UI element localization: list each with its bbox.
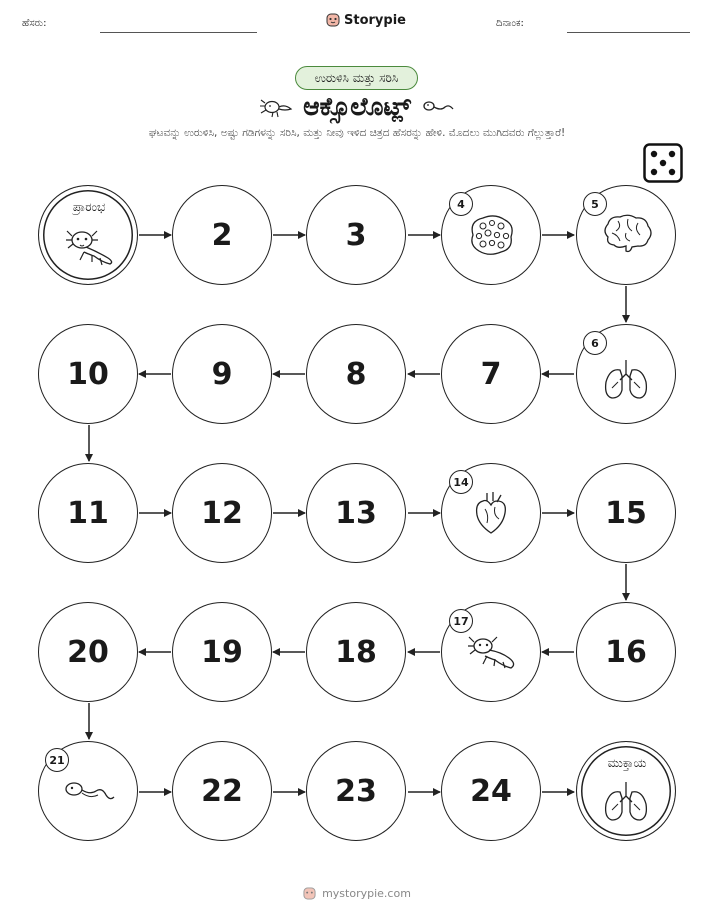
board-space-23[interactable] (306, 741, 406, 841)
space-number: 18 (335, 634, 377, 670)
page-title: ಆಕ್ಸೊಲೊಟ್ಲ್ (303, 92, 411, 121)
board-space-12[interactable] (172, 463, 272, 563)
board-space-2[interactable] (172, 185, 272, 285)
board-space-24[interactable] (441, 741, 541, 841)
space-number: 8 (345, 356, 367, 392)
space-number: 22 (201, 773, 243, 809)
board-space-18[interactable] (306, 602, 406, 702)
space-number: 2 (211, 217, 233, 253)
finish-label: ಮುಕ್ತಾಯ (607, 756, 647, 770)
footer (0, 886, 714, 901)
game-type-badge: ಉರುಳಿಸಿ ಮತ್ತು ಸರಿಸಿ (295, 66, 418, 90)
heart-icon (461, 489, 521, 537)
space-number-badge: 17 (449, 609, 473, 633)
finish-space[interactable] (576, 741, 676, 841)
space-number: 24 (470, 773, 512, 809)
date-label: ದಿನಾಂಕ: (496, 18, 524, 29)
lungs-icon (596, 778, 656, 826)
axolotl-icon (461, 628, 521, 676)
tadpole-icon (58, 767, 118, 815)
space-number: 10 (67, 356, 109, 392)
space-number: 19 (201, 634, 243, 670)
board-space-15[interactable] (576, 463, 676, 563)
instructions: ಘಟವನ್ನು ಉರುಳಿಸಿ, ಅಷ್ಟು ಗಡಿಗಳನ್ನು ಸರಿಸಿ, ಮತ್ತು ನೀವು ಇಳಿದ ಚಿತ್ರದ ಹೆಸರನ್ನು ಹೇಳಿ. ಮೊದಲು ಮುಗಿದವರು ಗೆಲ್ಲುತ್ತಾರೆ! (148, 127, 566, 139)
space-number-badge: 21 (45, 748, 69, 772)
board-space-3[interactable] (306, 185, 406, 285)
space-number: 3 (345, 217, 367, 253)
space-number-badge: 14 (449, 470, 473, 494)
board-space-9[interactable] (172, 324, 272, 424)
board-space-13[interactable] (306, 463, 406, 563)
board-space-16[interactable] (576, 602, 676, 702)
space-number: 13 (335, 495, 377, 531)
board-space-8[interactable] (306, 324, 406, 424)
space-number: 23 (335, 773, 377, 809)
start-space[interactable] (38, 185, 138, 285)
board-space-7[interactable] (441, 324, 541, 424)
lungs-icon (596, 356, 656, 404)
space-number-badge: 4 (449, 192, 473, 216)
footer-site[interactable]: mystorypie.com (322, 887, 411, 900)
space-number: 7 (480, 356, 502, 392)
brand-name: Storypie (344, 12, 406, 28)
space-number: 20 (67, 634, 109, 670)
storypie-logo-icon (303, 886, 316, 901)
board-space-22[interactable] (172, 741, 272, 841)
brain-icon (596, 211, 656, 259)
egg-cluster-icon (461, 211, 521, 259)
board-space-11[interactable] (38, 463, 138, 563)
space-number-badge: 6 (583, 331, 607, 355)
board-space-20[interactable] (38, 602, 138, 702)
space-number: 16 (605, 634, 647, 670)
space-number: 9 (211, 356, 233, 392)
axolotl-icon (58, 222, 118, 270)
name-label: ಹೆಸರು: (22, 18, 47, 29)
space-number: 15 (605, 495, 647, 531)
space-number: 11 (67, 495, 109, 531)
space-number-badge: 5 (583, 192, 607, 216)
space-number: 12 (201, 495, 243, 531)
board-space-10[interactable] (38, 324, 138, 424)
board-space-19[interactable] (172, 602, 272, 702)
start-label: ಪ್ರಾರಂಭ (72, 200, 106, 214)
